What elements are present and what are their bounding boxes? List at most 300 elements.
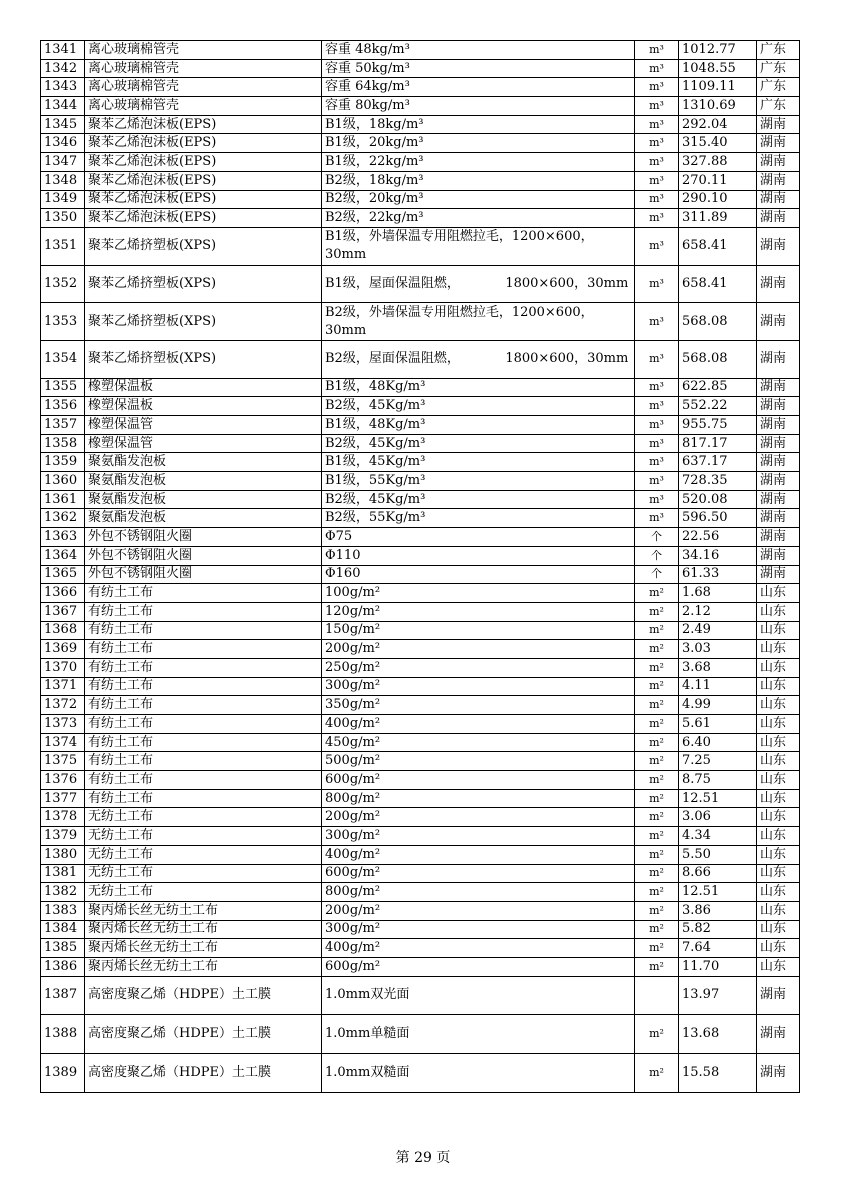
- row-number-cell: 1358: [41, 434, 85, 453]
- material-name-cell: 高密度聚乙烯（HDPE）土工膜: [85, 1015, 322, 1054]
- table-row: [41, 509, 800, 528]
- table-row: [41, 416, 800, 435]
- unit-cell: m³: [635, 265, 679, 303]
- row-number-cell: 1354: [41, 340, 85, 378]
- region-cell: 湖南: [757, 340, 800, 378]
- price-cell: 3.68: [679, 658, 757, 677]
- unit-cell: m³: [635, 78, 679, 97]
- spec-cell: 容重 48kg/m³: [322, 41, 635, 60]
- region-cell: 湖南: [757, 509, 800, 528]
- table-row: [41, 715, 800, 734]
- material-name-cell: 聚苯乙烯泡沫板(EPS): [85, 153, 322, 172]
- row-number-cell: 1380: [41, 845, 85, 864]
- table-row: [41, 171, 800, 190]
- material-name-cell: 聚苯乙烯挤塑板(XPS): [85, 227, 322, 265]
- material-name-cell: 无纺土工布: [85, 808, 322, 827]
- row-number-cell: 1387: [41, 976, 85, 1015]
- region-cell: 湖南: [757, 153, 800, 172]
- row-number-cell: 1384: [41, 920, 85, 939]
- unit-cell: m²: [635, 1054, 679, 1093]
- material-name-cell: 高密度聚乙烯（HDPE）土工膜: [85, 976, 322, 1015]
- region-cell: 山东: [757, 771, 800, 790]
- region-cell: 山东: [757, 752, 800, 771]
- region-cell: 广东: [757, 59, 800, 78]
- unit-cell: m²: [635, 789, 679, 808]
- unit-cell: m²: [635, 1015, 679, 1054]
- material-name-cell: 橡塑保温板: [85, 378, 322, 397]
- price-table-body: [41, 41, 800, 1093]
- material-name-cell: 聚苯乙烯挤塑板(XPS): [85, 340, 322, 378]
- unit-cell: m²: [635, 733, 679, 752]
- spec-cell: B1级，屋面保温阻燃， 1800×600，30mm: [322, 265, 635, 303]
- spec-cell: 450g/m²: [322, 733, 635, 752]
- row-number-cell: 1347: [41, 153, 85, 172]
- region-cell: 湖南: [757, 565, 800, 584]
- spec-cell: B2级，屋面保温阻燃， 1800×600，30mm: [322, 340, 635, 378]
- table-row: [41, 41, 800, 60]
- price-cell: 8.75: [679, 771, 757, 790]
- row-number-cell: 1381: [41, 864, 85, 883]
- spec-cell: B1级，18kg/m³: [322, 115, 635, 134]
- material-name-cell: 聚氨酯发泡板: [85, 453, 322, 472]
- unit-cell: m³: [635, 340, 679, 378]
- spec-cell: 400g/m²: [322, 845, 635, 864]
- region-cell: 山东: [757, 584, 800, 603]
- unit-cell: m³: [635, 416, 679, 435]
- price-cell: 3.03: [679, 640, 757, 659]
- region-cell: 山东: [757, 883, 800, 902]
- spec-cell: 800g/m²: [322, 789, 635, 808]
- unit-cell: 个: [635, 565, 679, 584]
- price-cell: 955.75: [679, 416, 757, 435]
- unit-cell: m²: [635, 602, 679, 621]
- spec-cell: 容重 64kg/m³: [322, 78, 635, 97]
- spec-cell: 1.0mm单糙面: [322, 1015, 635, 1054]
- row-number-cell: 1375: [41, 752, 85, 771]
- material-name-cell: 聚苯乙烯挤塑板(XPS): [85, 265, 322, 303]
- spec-cell: Φ110: [322, 546, 635, 565]
- table-row: [41, 677, 800, 696]
- row-number-cell: 1376: [41, 771, 85, 790]
- material-name-cell: 高密度聚乙烯（HDPE）土工膜: [85, 1054, 322, 1093]
- row-number-cell: 1344: [41, 97, 85, 116]
- row-number-cell: 1367: [41, 602, 85, 621]
- price-table: [40, 40, 800, 1093]
- price-cell: 13.68: [679, 1015, 757, 1054]
- price-cell: 5.50: [679, 845, 757, 864]
- material-name-cell: 有纺土工布: [85, 789, 322, 808]
- table-row: [41, 59, 800, 78]
- region-cell: 湖南: [757, 1015, 800, 1054]
- unit-cell: 个: [635, 528, 679, 547]
- row-number-cell: 1368: [41, 621, 85, 640]
- price-cell: 315.40: [679, 134, 757, 153]
- material-name-cell: 有纺土工布: [85, 733, 322, 752]
- table-row: [41, 115, 800, 134]
- table-row: [41, 303, 800, 341]
- table-row: [41, 528, 800, 547]
- unit-cell: m³: [635, 378, 679, 397]
- material-name-cell: 有纺土工布: [85, 696, 322, 715]
- row-number-cell: 1363: [41, 528, 85, 547]
- price-cell: 7.64: [679, 939, 757, 958]
- row-number-cell: 1374: [41, 733, 85, 752]
- table-row: [41, 78, 800, 97]
- material-name-cell: 有纺土工布: [85, 584, 322, 603]
- table-row: [41, 565, 800, 584]
- table-row: [41, 621, 800, 640]
- region-cell: 山东: [757, 939, 800, 958]
- price-cell: 311.89: [679, 209, 757, 228]
- material-name-cell: 离心玻璃棉管壳: [85, 59, 322, 78]
- region-cell: 湖南: [757, 397, 800, 416]
- price-cell: 596.50: [679, 509, 757, 528]
- price-cell: 568.08: [679, 340, 757, 378]
- unit-cell: m²: [635, 827, 679, 846]
- price-cell: 658.41: [679, 227, 757, 265]
- region-cell: 湖南: [757, 976, 800, 1015]
- table-row: [41, 733, 800, 752]
- table-row: [41, 864, 800, 883]
- spec-cell: B1级，55Kg/m³: [322, 472, 635, 491]
- material-name-cell: 聚苯乙烯泡沫板(EPS): [85, 134, 322, 153]
- table-row: [41, 227, 800, 265]
- table-row: [41, 696, 800, 715]
- table-row: [41, 957, 800, 976]
- spec-cell: B2级，55Kg/m³: [322, 509, 635, 528]
- region-cell: 湖南: [757, 472, 800, 491]
- row-number-cell: 1378: [41, 808, 85, 827]
- unit-cell: m³: [635, 453, 679, 472]
- region-cell: 湖南: [757, 546, 800, 565]
- row-number-cell: 1366: [41, 584, 85, 603]
- material-name-cell: 有纺土工布: [85, 658, 322, 677]
- unit-cell: m²: [635, 845, 679, 864]
- region-cell: 山东: [757, 621, 800, 640]
- table-row: [41, 939, 800, 958]
- table-row: [41, 584, 800, 603]
- unit-cell: m²: [635, 957, 679, 976]
- material-name-cell: 有纺土工布: [85, 677, 322, 696]
- price-cell: 22.56: [679, 528, 757, 547]
- spec-cell: B1级，45Kg/m³: [322, 453, 635, 472]
- table-row: [41, 472, 800, 491]
- row-number-cell: 1382: [41, 883, 85, 902]
- region-cell: 广东: [757, 41, 800, 60]
- region-cell: 湖南: [757, 265, 800, 303]
- price-cell: 327.88: [679, 153, 757, 172]
- unit-cell: m³: [635, 134, 679, 153]
- row-number-cell: 1389: [41, 1054, 85, 1093]
- table-row: [41, 490, 800, 509]
- material-name-cell: 有纺土工布: [85, 752, 322, 771]
- table-row: [41, 789, 800, 808]
- price-cell: 658.41: [679, 265, 757, 303]
- material-name-cell: 聚氨酯发泡板: [85, 472, 322, 491]
- material-name-cell: 无纺土工布: [85, 883, 322, 902]
- unit-cell: m²: [635, 696, 679, 715]
- region-cell: 山东: [757, 602, 800, 621]
- spec-cell: B2级，45Kg/m³: [322, 490, 635, 509]
- price-cell: 622.85: [679, 378, 757, 397]
- price-cell: 1048.55: [679, 59, 757, 78]
- spec-cell: B1级，外墙保温专用阻燃拉毛，1200×600，30mm: [322, 227, 635, 265]
- region-cell: 湖南: [757, 1054, 800, 1093]
- price-cell: 637.17: [679, 453, 757, 472]
- row-number-cell: 1365: [41, 565, 85, 584]
- price-cell: 3.86: [679, 901, 757, 920]
- region-cell: 山东: [757, 658, 800, 677]
- row-number-cell: 1371: [41, 677, 85, 696]
- table-row: [41, 153, 800, 172]
- row-number-cell: 1379: [41, 827, 85, 846]
- region-cell: 山东: [757, 640, 800, 659]
- price-cell: 1012.77: [679, 41, 757, 60]
- spec-cell: 容重 50kg/m³: [322, 59, 635, 78]
- row-number-cell: 1385: [41, 939, 85, 958]
- price-cell: 11.70: [679, 957, 757, 976]
- table-row: [41, 883, 800, 902]
- price-cell: 7.25: [679, 752, 757, 771]
- table-row: [41, 1054, 800, 1093]
- spec-cell: 250g/m²: [322, 658, 635, 677]
- region-cell: 湖南: [757, 190, 800, 209]
- price-cell: 8.66: [679, 864, 757, 883]
- material-name-cell: 无纺土工布: [85, 827, 322, 846]
- spec-cell: B1级，48Kg/m³: [322, 378, 635, 397]
- material-name-cell: 有纺土工布: [85, 771, 322, 790]
- region-cell: 湖南: [757, 453, 800, 472]
- spec-cell: 100g/m²: [322, 584, 635, 603]
- table-row: [41, 658, 800, 677]
- spec-cell: 800g/m²: [322, 883, 635, 902]
- unit-cell: m²: [635, 658, 679, 677]
- region-cell: 山东: [757, 827, 800, 846]
- page-number: 第 29 页: [395, 1150, 451, 1166]
- table-row: [41, 827, 800, 846]
- material-name-cell: 橡塑保温管: [85, 434, 322, 453]
- unit-cell: m³: [635, 227, 679, 265]
- spec-cell: B2级，20kg/m³: [322, 190, 635, 209]
- region-cell: 山东: [757, 789, 800, 808]
- price-cell: 1109.11: [679, 78, 757, 97]
- region-cell: 湖南: [757, 134, 800, 153]
- table-row: [41, 453, 800, 472]
- price-cell: 292.04: [679, 115, 757, 134]
- region-cell: 山东: [757, 864, 800, 883]
- spec-cell: 150g/m²: [322, 621, 635, 640]
- unit-cell: m²: [635, 584, 679, 603]
- unit-cell: m³: [635, 41, 679, 60]
- material-name-cell: 聚苯乙烯泡沫板(EPS): [85, 190, 322, 209]
- material-name-cell: 聚苯乙烯泡沫板(EPS): [85, 115, 322, 134]
- region-cell: 湖南: [757, 416, 800, 435]
- price-cell: 12.51: [679, 789, 757, 808]
- unit-cell: m³: [635, 153, 679, 172]
- unit-cell: m²: [635, 771, 679, 790]
- table-row: [41, 340, 800, 378]
- material-name-cell: 外包不锈钢阻火圈: [85, 528, 322, 547]
- unit-cell: m²: [635, 808, 679, 827]
- row-number-cell: 1341: [41, 41, 85, 60]
- region-cell: 山东: [757, 733, 800, 752]
- region-cell: 湖南: [757, 171, 800, 190]
- table-row: [41, 752, 800, 771]
- price-cell: 15.58: [679, 1054, 757, 1093]
- unit-cell: m²: [635, 939, 679, 958]
- material-name-cell: 有纺土工布: [85, 602, 322, 621]
- unit-cell: m²: [635, 640, 679, 659]
- region-cell: 广东: [757, 97, 800, 116]
- unit-cell: m³: [635, 115, 679, 134]
- region-cell: 湖南: [757, 490, 800, 509]
- row-number-cell: 1342: [41, 59, 85, 78]
- material-name-cell: 橡塑保温板: [85, 397, 322, 416]
- row-number-cell: 1349: [41, 190, 85, 209]
- table-row: [41, 920, 800, 939]
- row-number-cell: 1357: [41, 416, 85, 435]
- table-row: [41, 976, 800, 1015]
- spec-cell: 300g/m²: [322, 827, 635, 846]
- price-cell: 728.35: [679, 472, 757, 491]
- price-cell: 5.61: [679, 715, 757, 734]
- price-cell: 520.08: [679, 490, 757, 509]
- unit-cell: 个: [635, 546, 679, 565]
- unit-cell: m²: [635, 677, 679, 696]
- price-cell: 1.68: [679, 584, 757, 603]
- unit-cell: [635, 976, 679, 1015]
- spec-cell: B2级，18kg/m³: [322, 171, 635, 190]
- unit-cell: m³: [635, 209, 679, 228]
- spec-cell: B1级，22kg/m³: [322, 153, 635, 172]
- unit-cell: m³: [635, 509, 679, 528]
- price-cell: 2.49: [679, 621, 757, 640]
- unit-cell: m²: [635, 752, 679, 771]
- price-cell: 2.12: [679, 602, 757, 621]
- table-row: [41, 190, 800, 209]
- spec-cell: 1.0mm双糙面: [322, 1054, 635, 1093]
- material-name-cell: 橡塑保温管: [85, 416, 322, 435]
- price-cell: 4.99: [679, 696, 757, 715]
- table-row: [41, 209, 800, 228]
- unit-cell: m³: [635, 434, 679, 453]
- region-cell: 山东: [757, 901, 800, 920]
- spec-cell: 200g/m²: [322, 808, 635, 827]
- row-number-cell: 1386: [41, 957, 85, 976]
- spec-cell: 350g/m²: [322, 696, 635, 715]
- row-number-cell: 1345: [41, 115, 85, 134]
- table-row: [41, 265, 800, 303]
- region-cell: 湖南: [757, 227, 800, 265]
- material-name-cell: 聚丙烯长丝无纺土工布: [85, 920, 322, 939]
- table-row: [41, 901, 800, 920]
- unit-cell: m³: [635, 472, 679, 491]
- row-number-cell: 1350: [41, 209, 85, 228]
- material-name-cell: 离心玻璃棉管壳: [85, 78, 322, 97]
- table-row: [41, 845, 800, 864]
- price-cell: 3.06: [679, 808, 757, 827]
- spec-cell: B1级，20kg/m³: [322, 134, 635, 153]
- price-cell: 13.97: [679, 976, 757, 1015]
- region-cell: 广东: [757, 78, 800, 97]
- material-name-cell: 有纺土工布: [85, 715, 322, 734]
- spec-cell: 200g/m²: [322, 901, 635, 920]
- material-name-cell: 有纺土工布: [85, 621, 322, 640]
- table-row: [41, 808, 800, 827]
- region-cell: 湖南: [757, 209, 800, 228]
- unit-cell: m²: [635, 715, 679, 734]
- region-cell: 山东: [757, 677, 800, 696]
- spec-cell: 500g/m²: [322, 752, 635, 771]
- material-name-cell: 离心玻璃棉管壳: [85, 97, 322, 116]
- spec-cell: 300g/m²: [322, 920, 635, 939]
- unit-cell: m³: [635, 190, 679, 209]
- spec-cell: B2级，22kg/m³: [322, 209, 635, 228]
- price-cell: 1310.69: [679, 97, 757, 116]
- material-name-cell: 聚丙烯长丝无纺土工布: [85, 939, 322, 958]
- spec-cell: 400g/m²: [322, 939, 635, 958]
- region-cell: 湖南: [757, 528, 800, 547]
- row-number-cell: 1388: [41, 1015, 85, 1054]
- region-cell: 湖南: [757, 115, 800, 134]
- row-number-cell: 1356: [41, 397, 85, 416]
- table-row: [41, 771, 800, 790]
- row-number-cell: 1355: [41, 378, 85, 397]
- material-name-cell: 聚丙烯长丝无纺土工布: [85, 901, 322, 920]
- price-cell: 568.08: [679, 303, 757, 341]
- row-number-cell: 1370: [41, 658, 85, 677]
- spec-cell: Φ160: [322, 565, 635, 584]
- price-cell: 817.17: [679, 434, 757, 453]
- price-cell: 6.40: [679, 733, 757, 752]
- spec-cell: Φ75: [322, 528, 635, 547]
- spec-cell: 400g/m²: [322, 715, 635, 734]
- region-cell: 山东: [757, 845, 800, 864]
- region-cell: 山东: [757, 920, 800, 939]
- row-number-cell: 1372: [41, 696, 85, 715]
- price-cell: 290.10: [679, 190, 757, 209]
- material-name-cell: 无纺土工布: [85, 845, 322, 864]
- price-cell: 34.16: [679, 546, 757, 565]
- row-number-cell: 1383: [41, 901, 85, 920]
- region-cell: 湖南: [757, 434, 800, 453]
- row-number-cell: 1353: [41, 303, 85, 341]
- material-name-cell: 聚氨酯发泡板: [85, 490, 322, 509]
- unit-cell: m²: [635, 901, 679, 920]
- unit-cell: m²: [635, 621, 679, 640]
- price-cell: 4.34: [679, 827, 757, 846]
- price-cell: 4.11: [679, 677, 757, 696]
- material-name-cell: 有纺土工布: [85, 640, 322, 659]
- price-cell: 61.33: [679, 565, 757, 584]
- row-number-cell: 1343: [41, 78, 85, 97]
- unit-cell: m³: [635, 59, 679, 78]
- unit-cell: m³: [635, 397, 679, 416]
- unit-cell: m³: [635, 97, 679, 116]
- material-name-cell: 离心玻璃棉管壳: [85, 41, 322, 60]
- row-number-cell: 1348: [41, 171, 85, 190]
- region-cell: 山东: [757, 715, 800, 734]
- spec-cell: B2级，45Kg/m³: [322, 397, 635, 416]
- spec-cell: 600g/m²: [322, 864, 635, 883]
- region-cell: 山东: [757, 696, 800, 715]
- material-name-cell: 外包不锈钢阻火圈: [85, 546, 322, 565]
- material-name-cell: 聚苯乙烯泡沫板(EPS): [85, 209, 322, 228]
- table-row: [41, 640, 800, 659]
- spec-cell: 300g/m²: [322, 677, 635, 696]
- table-row: [41, 134, 800, 153]
- row-number-cell: 1359: [41, 453, 85, 472]
